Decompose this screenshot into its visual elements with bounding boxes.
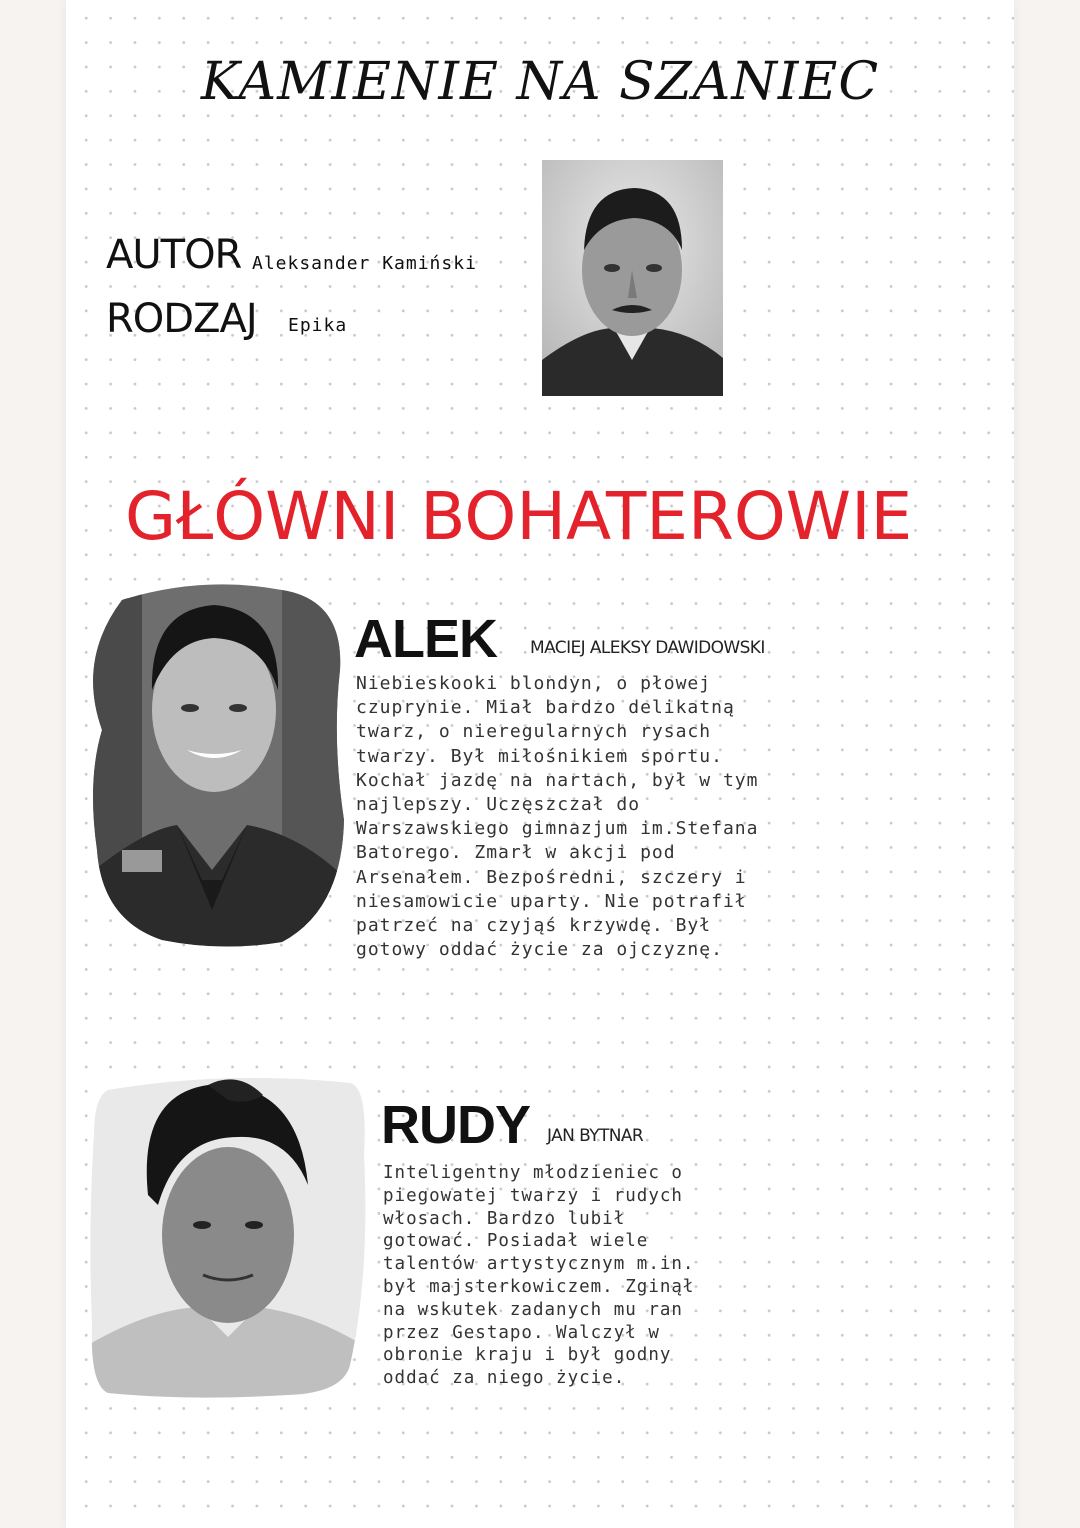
hero-rudy-name: RUDY <box>381 1095 531 1155</box>
author-label: AUTOR <box>106 232 242 278</box>
rudy-photo <box>88 1075 370 1400</box>
hero-alek-description: Niebieskooki blondyn, o płowej czuprynie. Miał bardzo delikatną twarz, o nieregularnych rysach twarzy. Był miłośnikiem sportu. Kochał jazdę na nartach, był w tym najlepszy. Uczęszczał do Warszawskiego gimnazjum im.Stefana Batorego. Zmarł w akcji pod Arsenałem. Bezpośredni, szczery i niesamowicie uparty. Nie potrafił patrzeć na czyjąś krzywdę. Był gotowy oddać życie za ojczyznę. <box>356 673 759 961</box>
hero-rudy-full-name: JAN BYTNAR <box>547 1126 644 1146</box>
genre-label: RODZAJ <box>106 296 257 342</box>
hero-rudy-description: Inteligentny młodzieniec o piegowatej twarzy i rudych włosach. Bardzo lubił gotować. Posiadał wiele talentów artystycznym m.in. był majsterkowiczem. Zginął na wskutek zadanych mu ran przez Gestapo. Walczył w obronie kraju i był godny oddać za niego życie. <box>383 1163 695 1389</box>
genre-value: Epika <box>288 315 348 336</box>
hero-alek-full-name: MACIEJ ALEKSY DAWIDOWSKI <box>530 638 765 658</box>
author-value: Aleksander Kamiński <box>252 253 477 274</box>
alek-photo <box>82 580 347 950</box>
page-title: KAMIENIE NA SZANIEC <box>200 52 880 112</box>
hero-alek-name: ALEK <box>354 609 497 669</box>
author-portrait <box>542 160 723 396</box>
section-title: GŁÓWNI BOHATEROWIE <box>125 478 913 555</box>
